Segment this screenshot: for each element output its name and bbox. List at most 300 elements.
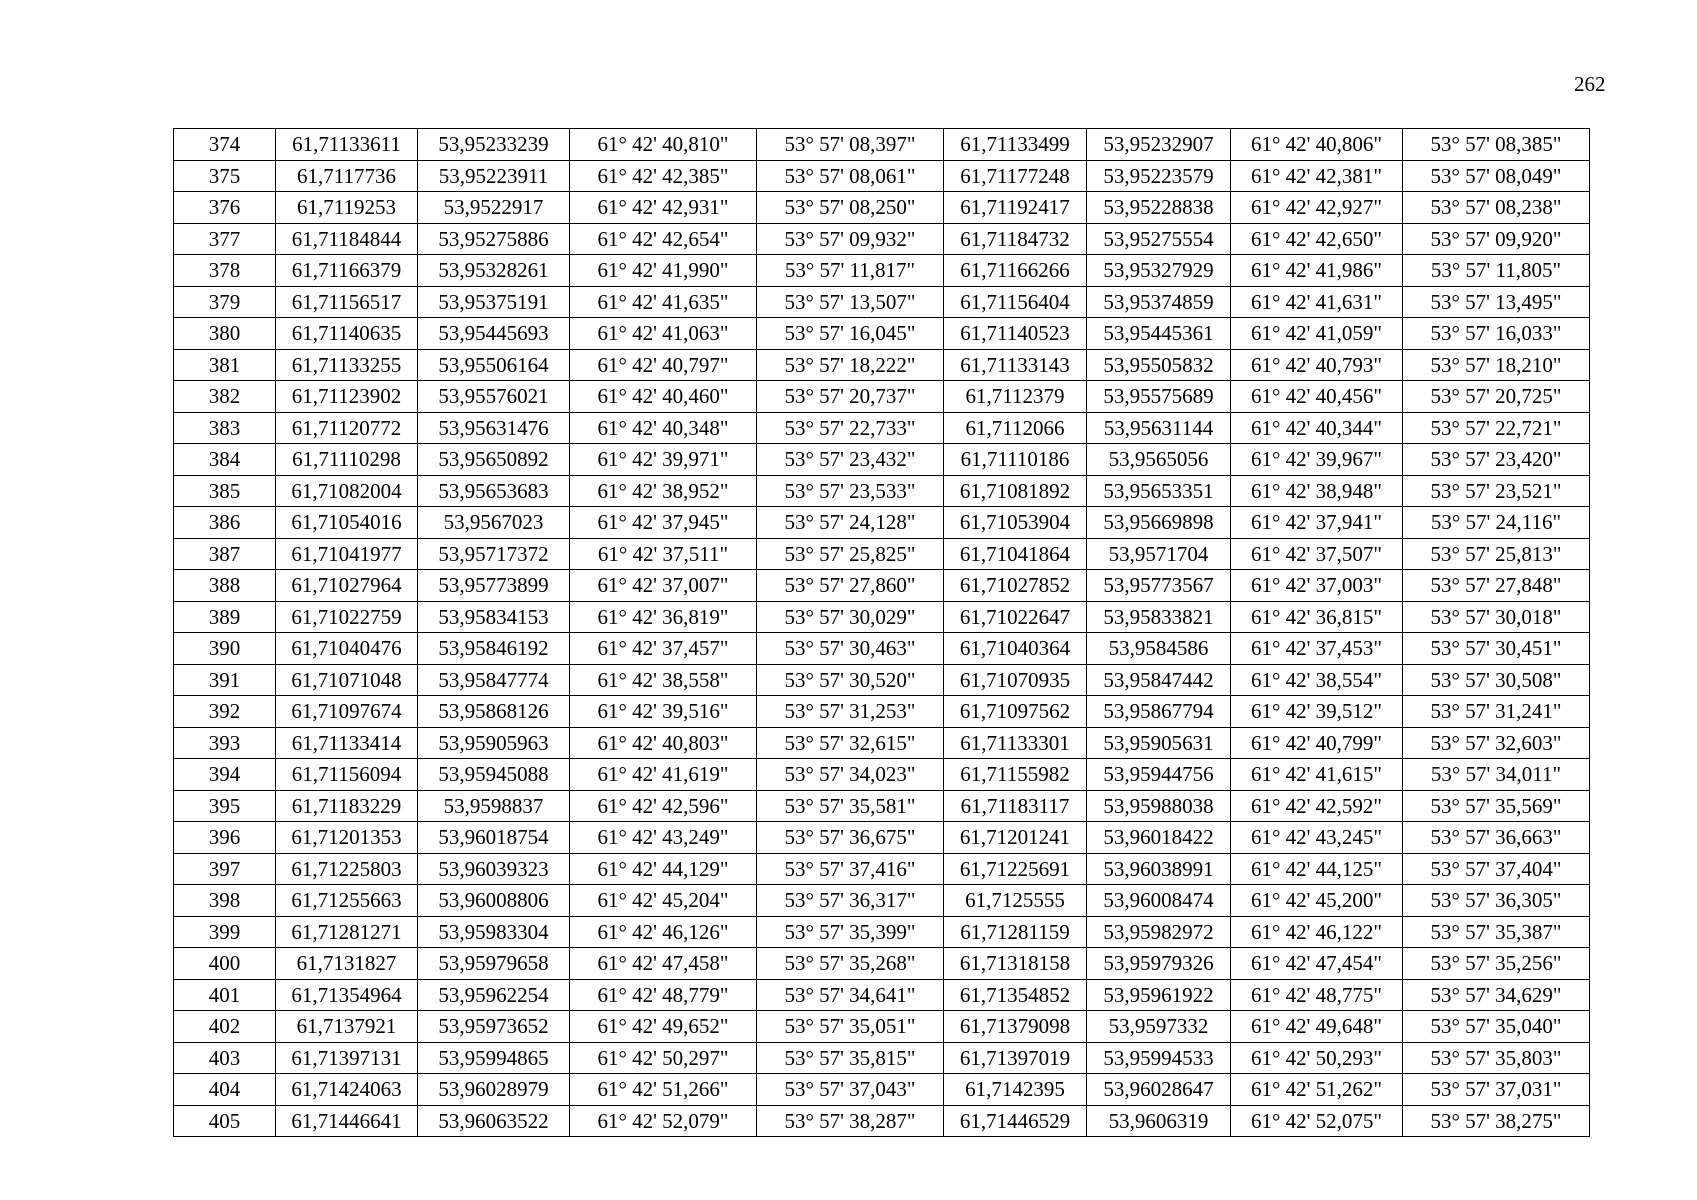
longitude-dms-cell: 53° 57' 20,737" (757, 381, 944, 413)
longitude-decimal-cell: 53,96008806 (418, 885, 570, 917)
point-number-cell: 395 (174, 790, 276, 822)
longitude-decimal-cell: 53,96063522 (418, 1105, 570, 1137)
latitude-dms-2-cell: 61° 42' 47,454" (1231, 948, 1403, 980)
longitude-decimal-2-cell: 53,95944756 (1087, 759, 1231, 791)
longitude-dms-2-cell: 53° 57' 09,920" (1403, 223, 1590, 255)
longitude-decimal-cell: 53,95576021 (418, 381, 570, 413)
longitude-dms-cell: 53° 57' 13,507" (757, 286, 944, 318)
longitude-dms-cell: 53° 57' 36,317" (757, 885, 944, 917)
point-number-cell: 397 (174, 853, 276, 885)
longitude-decimal-2-cell: 53,95223579 (1087, 160, 1231, 192)
latitude-decimal-cell: 61,71054016 (276, 507, 418, 539)
point-number-cell: 401 (174, 979, 276, 1011)
latitude-dms-2-cell: 61° 42' 38,948" (1231, 475, 1403, 507)
latitude-decimal-2-cell: 61,71184732 (944, 223, 1087, 255)
latitude-dms-2-cell: 61° 42' 49,648" (1231, 1011, 1403, 1043)
table-row (174, 1074, 1590, 1106)
longitude-decimal-2-cell: 53,96038991 (1087, 853, 1231, 885)
longitude-decimal-cell: 53,95717372 (418, 538, 570, 570)
longitude-dms-2-cell: 53° 57' 27,848" (1403, 570, 1590, 602)
latitude-dms-2-cell: 61° 42' 37,003" (1231, 570, 1403, 602)
latitude-dms-2-cell: 61° 42' 46,122" (1231, 916, 1403, 948)
longitude-dms-2-cell: 53° 57' 34,629" (1403, 979, 1590, 1011)
table-row (174, 412, 1590, 444)
latitude-decimal-cell: 61,71446641 (276, 1105, 418, 1137)
latitude-decimal-cell: 61,71397131 (276, 1042, 418, 1074)
table-row (174, 1011, 1590, 1043)
longitude-decimal-2-cell: 53,95275554 (1087, 223, 1231, 255)
latitude-dms-cell: 61° 42' 43,249" (570, 822, 757, 854)
latitude-dms-cell: 61° 42' 37,007" (570, 570, 757, 602)
latitude-dms-2-cell: 61° 42' 42,381" (1231, 160, 1403, 192)
latitude-decimal-cell: 61,7137921 (276, 1011, 418, 1043)
longitude-decimal-cell: 53,95275886 (418, 223, 570, 255)
latitude-decimal-cell: 61,71183229 (276, 790, 418, 822)
table-row (174, 601, 1590, 633)
longitude-dms-2-cell: 53° 57' 38,275" (1403, 1105, 1590, 1137)
longitude-decimal-cell: 53,95846192 (418, 633, 570, 665)
latitude-dms-cell: 61° 42' 42,931" (570, 192, 757, 224)
latitude-dms-cell: 61° 42' 46,126" (570, 916, 757, 948)
longitude-decimal-cell: 53,95328261 (418, 255, 570, 287)
latitude-dms-2-cell: 61° 42' 43,245" (1231, 822, 1403, 854)
longitude-dms-cell: 53° 57' 25,825" (757, 538, 944, 570)
latitude-dms-cell: 61° 42' 37,945" (570, 507, 757, 539)
latitude-dms-2-cell: 61° 42' 44,125" (1231, 853, 1403, 885)
latitude-decimal-2-cell: 61,71027852 (944, 570, 1087, 602)
latitude-decimal-cell: 61,71354964 (276, 979, 418, 1011)
point-number-cell: 392 (174, 696, 276, 728)
longitude-dms-2-cell: 53° 57' 30,508" (1403, 664, 1590, 696)
latitude-dms-cell: 61° 42' 44,129" (570, 853, 757, 885)
latitude-dms-cell: 61° 42' 42,385" (570, 160, 757, 192)
longitude-decimal-2-cell: 53,9597332 (1087, 1011, 1231, 1043)
latitude-decimal-cell: 61,71156517 (276, 286, 418, 318)
longitude-decimal-cell: 53,9598837 (418, 790, 570, 822)
longitude-dms-2-cell: 53° 57' 11,805" (1403, 255, 1590, 287)
latitude-decimal-cell: 61,71022759 (276, 601, 418, 633)
point-number-cell: 404 (174, 1074, 276, 1106)
longitude-dms-cell: 53° 57' 32,615" (757, 727, 944, 759)
table-row (174, 853, 1590, 885)
point-number-cell: 405 (174, 1105, 276, 1137)
longitude-decimal-2-cell: 53,95327929 (1087, 255, 1231, 287)
table-row (174, 192, 1590, 224)
latitude-dms-2-cell: 61° 42' 40,344" (1231, 412, 1403, 444)
latitude-dms-cell: 61° 42' 52,079" (570, 1105, 757, 1137)
point-number-cell: 376 (174, 192, 276, 224)
latitude-decimal-2-cell: 61,71133301 (944, 727, 1087, 759)
point-number-cell: 394 (174, 759, 276, 791)
latitude-decimal-cell: 61,71133414 (276, 727, 418, 759)
latitude-decimal-2-cell: 61,71022647 (944, 601, 1087, 633)
latitude-dms-cell: 61° 42' 47,458" (570, 948, 757, 980)
latitude-decimal-cell: 61,7119253 (276, 192, 418, 224)
longitude-dms-cell: 53° 57' 35,581" (757, 790, 944, 822)
table-row (174, 664, 1590, 696)
latitude-dms-2-cell: 61° 42' 36,815" (1231, 601, 1403, 633)
longitude-dms-2-cell: 53° 57' 30,451" (1403, 633, 1590, 665)
latitude-decimal-2-cell: 61,71281159 (944, 916, 1087, 948)
longitude-dms-2-cell: 53° 57' 08,049" (1403, 160, 1590, 192)
latitude-dms-cell: 61° 42' 38,952" (570, 475, 757, 507)
longitude-dms-2-cell: 53° 57' 30,018" (1403, 601, 1590, 633)
longitude-dms-cell: 53° 57' 30,520" (757, 664, 944, 696)
latitude-dms-cell: 61° 42' 41,635" (570, 286, 757, 318)
latitude-decimal-2-cell: 61,71397019 (944, 1042, 1087, 1074)
latitude-decimal-2-cell: 61,71040364 (944, 633, 1087, 665)
point-number-cell: 390 (174, 633, 276, 665)
latitude-decimal-cell: 61,71027964 (276, 570, 418, 602)
longitude-decimal-cell: 53,9522917 (418, 192, 570, 224)
latitude-dms-2-cell: 61° 42' 50,293" (1231, 1042, 1403, 1074)
longitude-dms-2-cell: 53° 57' 16,033" (1403, 318, 1590, 350)
longitude-decimal-2-cell: 53,9584586 (1087, 633, 1231, 665)
longitude-dms-2-cell: 53° 57' 35,387" (1403, 916, 1590, 948)
longitude-decimal-cell: 53,95962254 (418, 979, 570, 1011)
longitude-dms-cell: 53° 57' 37,416" (757, 853, 944, 885)
point-number-cell: 388 (174, 570, 276, 602)
table-row (174, 255, 1590, 287)
point-number-cell: 377 (174, 223, 276, 255)
longitude-decimal-2-cell: 53,95374859 (1087, 286, 1231, 318)
latitude-decimal-2-cell: 61,71192417 (944, 192, 1087, 224)
latitude-dms-2-cell: 61° 42' 42,592" (1231, 790, 1403, 822)
longitude-dms-2-cell: 53° 57' 24,116" (1403, 507, 1590, 539)
longitude-dms-cell: 53° 57' 30,463" (757, 633, 944, 665)
latitude-decimal-2-cell: 61,71225691 (944, 853, 1087, 885)
point-number-cell: 379 (174, 286, 276, 318)
longitude-decimal-2-cell: 53,95631144 (1087, 412, 1231, 444)
longitude-decimal-cell: 53,95650892 (418, 444, 570, 476)
point-number-cell: 396 (174, 822, 276, 854)
latitude-dms-cell: 61° 42' 38,558" (570, 664, 757, 696)
longitude-decimal-cell: 53,96028979 (418, 1074, 570, 1106)
latitude-decimal-2-cell: 61,71177248 (944, 160, 1087, 192)
latitude-decimal-cell: 61,7131827 (276, 948, 418, 980)
latitude-decimal-cell: 61,71133611 (276, 129, 418, 161)
longitude-dms-cell: 53° 57' 08,250" (757, 192, 944, 224)
longitude-dms-2-cell: 53° 57' 32,603" (1403, 727, 1590, 759)
longitude-decimal-2-cell: 53,95847442 (1087, 664, 1231, 696)
longitude-decimal-cell: 53,95223911 (418, 160, 570, 192)
longitude-decimal-2-cell: 53,95505832 (1087, 349, 1231, 381)
longitude-dms-cell: 53° 57' 23,533" (757, 475, 944, 507)
table-row (174, 696, 1590, 728)
longitude-dms-2-cell: 53° 57' 08,385" (1403, 129, 1590, 161)
table-row (174, 1105, 1590, 1137)
latitude-decimal-2-cell: 61,71070935 (944, 664, 1087, 696)
latitude-decimal-2-cell: 61,71053904 (944, 507, 1087, 539)
point-number-cell: 399 (174, 916, 276, 948)
longitude-decimal-2-cell: 53,95669898 (1087, 507, 1231, 539)
latitude-dms-2-cell: 61° 42' 45,200" (1231, 885, 1403, 917)
latitude-decimal-cell: 61,71166379 (276, 255, 418, 287)
latitude-dms-cell: 61° 42' 39,971" (570, 444, 757, 476)
point-number-cell: 375 (174, 160, 276, 192)
longitude-dms-2-cell: 53° 57' 37,031" (1403, 1074, 1590, 1106)
longitude-decimal-cell: 53,95983304 (418, 916, 570, 948)
latitude-decimal-cell: 61,71071048 (276, 664, 418, 696)
longitude-decimal-cell: 53,95773899 (418, 570, 570, 602)
point-number-cell: 398 (174, 885, 276, 917)
table-row (174, 979, 1590, 1011)
longitude-dms-cell: 53° 57' 23,432" (757, 444, 944, 476)
latitude-decimal-2-cell: 61,71446529 (944, 1105, 1087, 1137)
latitude-dms-2-cell: 61° 42' 41,986" (1231, 255, 1403, 287)
longitude-decimal-2-cell: 53,95773567 (1087, 570, 1231, 602)
latitude-dms-2-cell: 61° 42' 40,456" (1231, 381, 1403, 413)
longitude-decimal-2-cell: 53,95994533 (1087, 1042, 1231, 1074)
latitude-dms-cell: 61° 42' 42,596" (570, 790, 757, 822)
latitude-dms-cell: 61° 42' 37,457" (570, 633, 757, 665)
point-number-cell: 384 (174, 444, 276, 476)
longitude-decimal-2-cell: 53,95905631 (1087, 727, 1231, 759)
longitude-dms-2-cell: 53° 57' 25,813" (1403, 538, 1590, 570)
longitude-decimal-2-cell: 53,96008474 (1087, 885, 1231, 917)
point-number-cell: 386 (174, 507, 276, 539)
latitude-dms-cell: 61° 42' 41,063" (570, 318, 757, 350)
latitude-dms-2-cell: 61° 42' 37,507" (1231, 538, 1403, 570)
point-number-cell: 387 (174, 538, 276, 570)
table-row (174, 570, 1590, 602)
longitude-dms-cell: 53° 57' 11,817" (757, 255, 944, 287)
latitude-decimal-2-cell: 61,71379098 (944, 1011, 1087, 1043)
longitude-decimal-2-cell: 53,95228838 (1087, 192, 1231, 224)
longitude-dms-2-cell: 53° 57' 35,256" (1403, 948, 1590, 980)
latitude-decimal-2-cell: 61,71081892 (944, 475, 1087, 507)
longitude-dms-2-cell: 53° 57' 36,663" (1403, 822, 1590, 854)
longitude-dms-cell: 53° 57' 18,222" (757, 349, 944, 381)
latitude-dms-cell: 61° 42' 48,779" (570, 979, 757, 1011)
longitude-dms-cell: 53° 57' 34,641" (757, 979, 944, 1011)
longitude-decimal-2-cell: 53,9606319 (1087, 1105, 1231, 1137)
longitude-dms-2-cell: 53° 57' 22,721" (1403, 412, 1590, 444)
table-row (174, 129, 1590, 161)
longitude-decimal-cell: 53,95847774 (418, 664, 570, 696)
latitude-decimal-2-cell: 61,71183117 (944, 790, 1087, 822)
latitude-dms-2-cell: 61° 42' 41,615" (1231, 759, 1403, 791)
point-number-cell: 380 (174, 318, 276, 350)
latitude-decimal-cell: 61,71184844 (276, 223, 418, 255)
point-number-cell: 389 (174, 601, 276, 633)
longitude-dms-cell: 53° 57' 09,932" (757, 223, 944, 255)
table-row (174, 759, 1590, 791)
latitude-decimal-cell: 61,71041977 (276, 538, 418, 570)
latitude-dms-cell: 61° 42' 36,819" (570, 601, 757, 633)
latitude-dms-cell: 61° 42' 40,810" (570, 129, 757, 161)
longitude-decimal-cell: 53,95868126 (418, 696, 570, 728)
table-row (174, 160, 1590, 192)
latitude-dms-cell: 61° 42' 41,619" (570, 759, 757, 791)
table-row (174, 381, 1590, 413)
longitude-decimal-cell: 53,95834153 (418, 601, 570, 633)
latitude-decimal-2-cell: 61,7142395 (944, 1074, 1087, 1106)
table-row (174, 538, 1590, 570)
longitude-decimal-2-cell: 53,9571704 (1087, 538, 1231, 570)
longitude-dms-cell: 53° 57' 37,043" (757, 1074, 944, 1106)
point-number-cell: 391 (174, 664, 276, 696)
longitude-decimal-2-cell: 53,96028647 (1087, 1074, 1231, 1106)
longitude-decimal-2-cell: 53,95961922 (1087, 979, 1231, 1011)
latitude-decimal-2-cell: 61,71110186 (944, 444, 1087, 476)
longitude-dms-cell: 53° 57' 30,029" (757, 601, 944, 633)
longitude-dms-cell: 53° 57' 36,675" (757, 822, 944, 854)
latitude-decimal-cell: 61,7117736 (276, 160, 418, 192)
latitude-decimal-2-cell: 61,7112066 (944, 412, 1087, 444)
latitude-dms-cell: 61° 42' 45,204" (570, 885, 757, 917)
latitude-decimal-2-cell: 61,71097562 (944, 696, 1087, 728)
longitude-dms-cell: 53° 57' 35,399" (757, 916, 944, 948)
point-number-cell: 382 (174, 381, 276, 413)
latitude-decimal-cell: 61,71133255 (276, 349, 418, 381)
table-row (174, 349, 1590, 381)
latitude-dms-cell: 61° 42' 39,516" (570, 696, 757, 728)
point-number-cell: 393 (174, 727, 276, 759)
latitude-dms-2-cell: 61° 42' 39,512" (1231, 696, 1403, 728)
latitude-decimal-2-cell: 61,71354852 (944, 979, 1087, 1011)
longitude-decimal-cell: 53,95979658 (418, 948, 570, 980)
longitude-decimal-cell: 53,96018754 (418, 822, 570, 854)
longitude-decimal-2-cell: 53,95833821 (1087, 601, 1231, 633)
latitude-dms-2-cell: 61° 42' 37,941" (1231, 507, 1403, 539)
point-number-cell: 381 (174, 349, 276, 381)
latitude-decimal-2-cell: 61,71166266 (944, 255, 1087, 287)
point-number-cell: 402 (174, 1011, 276, 1043)
longitude-dms-2-cell: 53° 57' 13,495" (1403, 286, 1590, 318)
latitude-dms-2-cell: 61° 42' 41,631" (1231, 286, 1403, 318)
longitude-decimal-2-cell: 53,95867794 (1087, 696, 1231, 728)
longitude-decimal-2-cell: 53,95575689 (1087, 381, 1231, 413)
point-number-cell: 400 (174, 948, 276, 980)
table-row (174, 948, 1590, 980)
longitude-decimal-cell: 53,95905963 (418, 727, 570, 759)
latitude-decimal-cell: 61,71040476 (276, 633, 418, 665)
latitude-decimal-cell: 61,71120772 (276, 412, 418, 444)
longitude-dms-2-cell: 53° 57' 31,241" (1403, 696, 1590, 728)
latitude-decimal-cell: 61,71201353 (276, 822, 418, 854)
latitude-dms-2-cell: 61° 42' 39,967" (1231, 444, 1403, 476)
latitude-decimal-cell: 61,71156094 (276, 759, 418, 791)
longitude-dms-cell: 53° 57' 38,287" (757, 1105, 944, 1137)
latitude-dms-cell: 61° 42' 37,511" (570, 538, 757, 570)
longitude-dms-2-cell: 53° 57' 35,569" (1403, 790, 1590, 822)
latitude-decimal-2-cell: 61,7125555 (944, 885, 1087, 917)
longitude-dms-cell: 53° 57' 35,268" (757, 948, 944, 980)
longitude-dms-2-cell: 53° 57' 08,238" (1403, 192, 1590, 224)
latitude-decimal-2-cell: 61,71041864 (944, 538, 1087, 570)
table-row (174, 790, 1590, 822)
longitude-dms-cell: 53° 57' 08,397" (757, 129, 944, 161)
latitude-decimal-2-cell: 61,7112379 (944, 381, 1087, 413)
longitude-decimal-cell: 53,95994865 (418, 1042, 570, 1074)
longitude-decimal-cell: 53,95506164 (418, 349, 570, 381)
table-row (174, 633, 1590, 665)
point-number-cell: 374 (174, 129, 276, 161)
latitude-dms-cell: 61° 42' 51,266" (570, 1074, 757, 1106)
latitude-decimal-cell: 61,71123902 (276, 381, 418, 413)
table-row (174, 1042, 1590, 1074)
longitude-dms-2-cell: 53° 57' 35,040" (1403, 1011, 1590, 1043)
coordinates-table (173, 128, 1590, 1137)
latitude-decimal-2-cell: 61,71133143 (944, 349, 1087, 381)
longitude-decimal-2-cell: 53,95979326 (1087, 948, 1231, 980)
table-body (174, 129, 1590, 1137)
table-row (174, 475, 1590, 507)
latitude-decimal-2-cell: 61,71201241 (944, 822, 1087, 854)
longitude-decimal-cell: 53,95945088 (418, 759, 570, 791)
longitude-dms-2-cell: 53° 57' 18,210" (1403, 349, 1590, 381)
latitude-dms-2-cell: 61° 42' 42,927" (1231, 192, 1403, 224)
table-row (174, 916, 1590, 948)
latitude-dms-2-cell: 61° 42' 40,793" (1231, 349, 1403, 381)
table-row (174, 223, 1590, 255)
longitude-decimal-cell: 53,95445693 (418, 318, 570, 350)
point-number-cell: 403 (174, 1042, 276, 1074)
longitude-decimal-2-cell: 53,95988038 (1087, 790, 1231, 822)
latitude-decimal-2-cell: 61,71140523 (944, 318, 1087, 350)
longitude-dms-cell: 53° 57' 24,128" (757, 507, 944, 539)
latitude-dms-2-cell: 61° 42' 38,554" (1231, 664, 1403, 696)
longitude-decimal-cell: 53,95653683 (418, 475, 570, 507)
longitude-decimal-2-cell: 53,95982972 (1087, 916, 1231, 948)
latitude-dms-2-cell: 61° 42' 42,650" (1231, 223, 1403, 255)
point-number-cell: 385 (174, 475, 276, 507)
longitude-dms-2-cell: 53° 57' 20,725" (1403, 381, 1590, 413)
longitude-dms-cell: 53° 57' 35,815" (757, 1042, 944, 1074)
longitude-decimal-cell: 53,95973652 (418, 1011, 570, 1043)
longitude-decimal-2-cell: 53,9565056 (1087, 444, 1231, 476)
longitude-decimal-2-cell: 53,96018422 (1087, 822, 1231, 854)
latitude-decimal-cell: 61,71281271 (276, 916, 418, 948)
table-row (174, 822, 1590, 854)
longitude-decimal-cell: 53,95375191 (418, 286, 570, 318)
latitude-decimal-cell: 61,71097674 (276, 696, 418, 728)
longitude-dms-cell: 53° 57' 34,023" (757, 759, 944, 791)
latitude-dms-cell: 61° 42' 40,348" (570, 412, 757, 444)
latitude-dms-2-cell: 61° 42' 52,075" (1231, 1105, 1403, 1137)
latitude-dms-cell: 61° 42' 49,652" (570, 1011, 757, 1043)
latitude-decimal-cell: 61,71255663 (276, 885, 418, 917)
latitude-dms-cell: 61° 42' 42,654" (570, 223, 757, 255)
latitude-dms-cell: 61° 42' 40,797" (570, 349, 757, 381)
latitude-dms-2-cell: 61° 42' 37,453" (1231, 633, 1403, 665)
latitude-decimal-cell: 61,71140635 (276, 318, 418, 350)
latitude-dms-2-cell: 61° 42' 51,262" (1231, 1074, 1403, 1106)
longitude-dms-cell: 53° 57' 08,061" (757, 160, 944, 192)
longitude-dms-2-cell: 53° 57' 35,803" (1403, 1042, 1590, 1074)
longitude-dms-cell: 53° 57' 16,045" (757, 318, 944, 350)
latitude-decimal-2-cell: 61,71155982 (944, 759, 1087, 791)
longitude-decimal-2-cell: 53,95653351 (1087, 475, 1231, 507)
table-row (174, 286, 1590, 318)
table-row (174, 444, 1590, 476)
longitude-dms-cell: 53° 57' 27,860" (757, 570, 944, 602)
latitude-decimal-cell: 61,71082004 (276, 475, 418, 507)
longitude-decimal-cell: 53,9567023 (418, 507, 570, 539)
latitude-dms-cell: 61° 42' 50,297" (570, 1042, 757, 1074)
latitude-dms-2-cell: 61° 42' 41,059" (1231, 318, 1403, 350)
table-row (174, 507, 1590, 539)
longitude-dms-2-cell: 53° 57' 23,420" (1403, 444, 1590, 476)
table-row (174, 318, 1590, 350)
latitude-dms-2-cell: 61° 42' 48,775" (1231, 979, 1403, 1011)
longitude-dms-2-cell: 53° 57' 34,011" (1403, 759, 1590, 791)
page-number: 262 (1574, 72, 1606, 96)
latitude-dms-cell: 61° 42' 40,803" (570, 727, 757, 759)
latitude-dms-cell: 61° 42' 40,460" (570, 381, 757, 413)
point-number-cell: 378 (174, 255, 276, 287)
